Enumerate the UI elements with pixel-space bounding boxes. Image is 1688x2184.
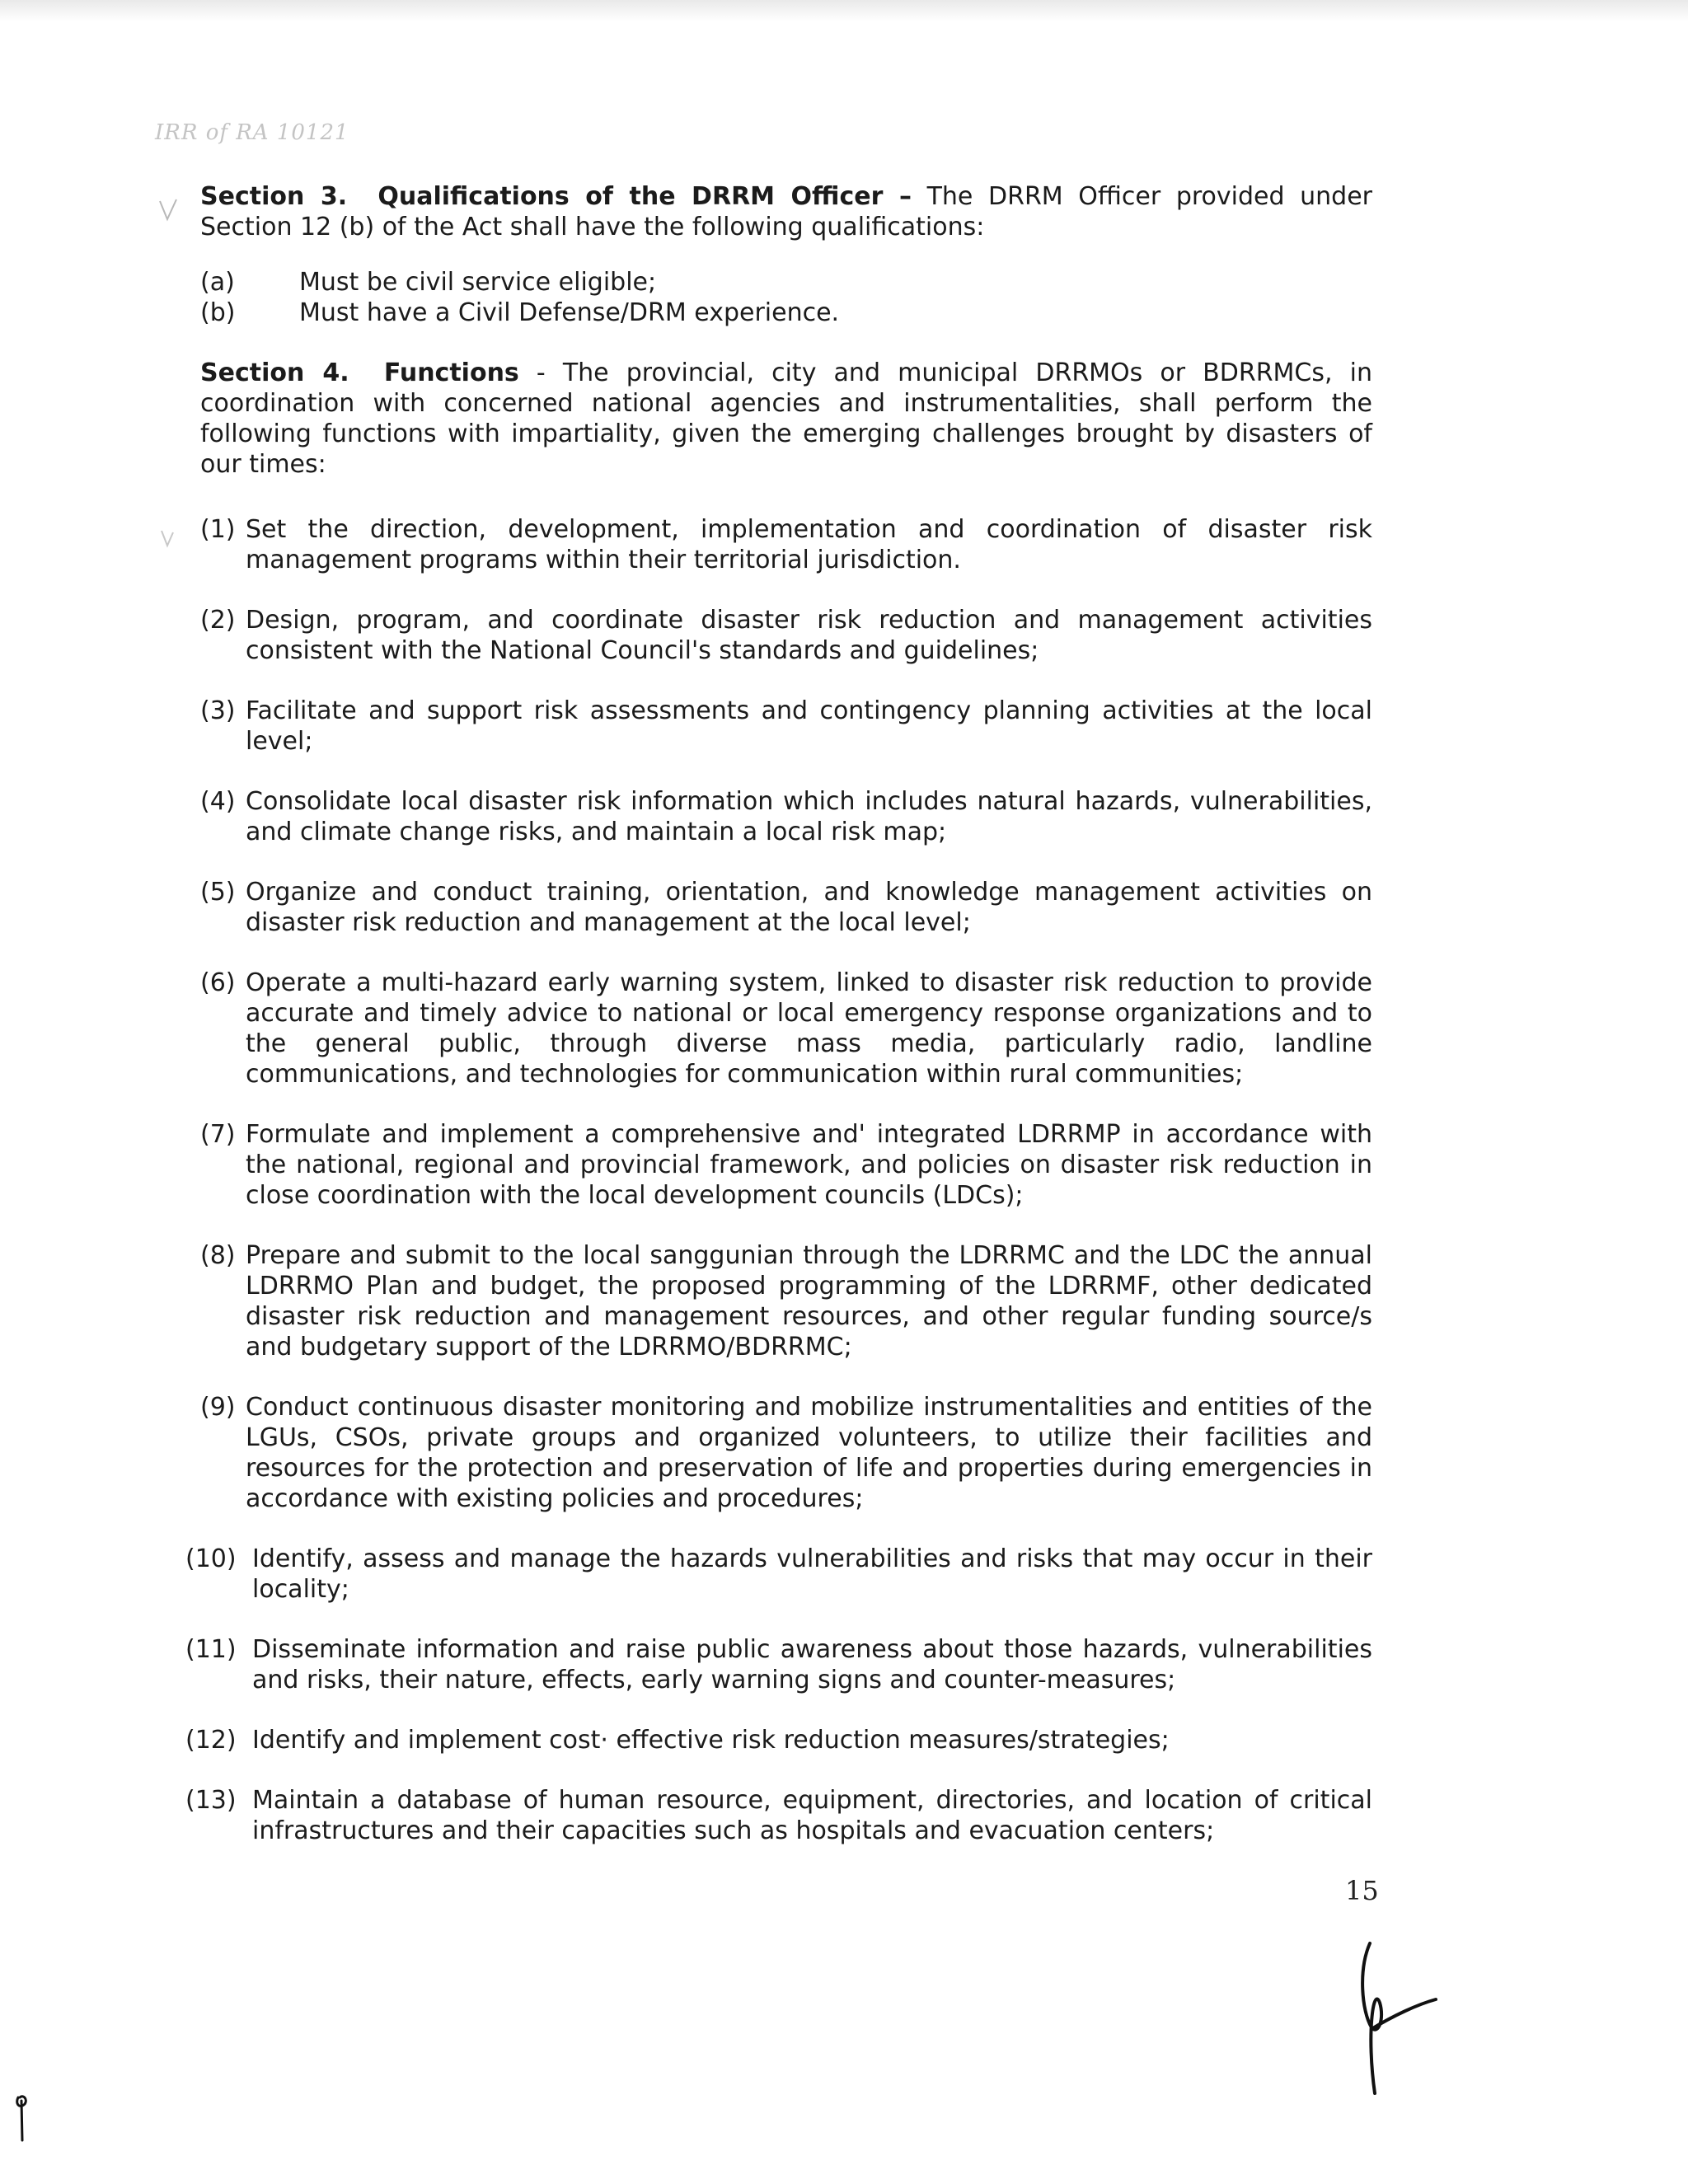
section-4-title: Functions — [383, 359, 519, 387]
function-number: (6) — [200, 968, 236, 997]
function-number: (1) — [200, 515, 236, 544]
functions-list — [185, 514, 1372, 1846]
list-item — [200, 786, 1372, 847]
list-item — [200, 1240, 1372, 1362]
function-text: Facilitate and support risk assessments and contingency planning activities at the local level; — [246, 696, 1372, 756]
check-mark-icon — [160, 527, 176, 551]
list-item — [200, 1392, 1372, 1514]
function-text: Design, program, and coordinate disaster risk reduction and management activities consistent with the National Council's standards and guidelines; — [246, 606, 1372, 665]
function-number: (9) — [200, 1393, 236, 1422]
section-3-heading: Section 3. — [200, 182, 348, 211]
list-item — [185, 1725, 1372, 1755]
signature-initial — [1352, 1937, 1442, 2102]
function-text: Identify, assess and manage the hazards vulnerabilities and risks that may occur in their locality; — [252, 1544, 1372, 1604]
list-item — [200, 968, 1372, 1090]
function-text: Prepare and submit to the local sanggunian through the LDRRMC and the LDC the annual LDRRMO Plan and budget, the proposed programming of the LDRRMF, other dedicated disaster risk reduction and management resources, and other regular funding source/s and budgetary support of the LDRRMO/BDRRMC; — [246, 1241, 1372, 1361]
function-text: Set the direction, development, implementation and coordination of disaster risk management programs within their territorial jurisdiction. — [246, 515, 1372, 574]
function-number: (11) — [185, 1635, 237, 1664]
function-number: (13) — [185, 1786, 237, 1815]
function-number: (10) — [185, 1544, 237, 1573]
list-item — [200, 1119, 1372, 1211]
qualification-list — [200, 267, 1372, 328]
qualification-label: (b) — [200, 298, 236, 327]
qualification-text: Must have a Civil Defense/DRM experience. — [299, 298, 840, 327]
function-text: Identify and implement cost· effective risk reduction measures/strategies; — [252, 1726, 1170, 1755]
function-text: Conduct continuous disaster monitoring and mobilize instrumentalities and entities of the LGUs, CSOs, private groups and organized volunteers, to utilize their facilities and resources for the protection and preservation of life and properties during emergencies in accordance with existing policies and procedures; — [246, 1393, 1372, 1513]
list-item — [185, 1634, 1372, 1695]
page-number: 15 — [1345, 1875, 1379, 1906]
function-number: (4) — [200, 787, 236, 816]
function-text: Operate a multi-hazard early warning system, linked to disaster risk reduction to provide accurate and timely advice to national or local emergency response organizations and to the general public, through diverse mass media, particularly radio, landline communications, and technologies for communication within rural communities; — [246, 968, 1372, 1089]
function-text: Consolidate local disaster risk information which includes natural hazards, vulnerabilities, and climate change risks, and maintain a local risk map; — [246, 787, 1372, 846]
qualification-label: (a) — [200, 268, 235, 297]
function-text: Organize and conduct training, orientation, and knowledge management activities on disaster risk reduction and management at the local level; — [246, 878, 1372, 937]
section-4-body: - The provincial, city and municipal DRRMOs or BDRRMCs, in coordination with concerned national agencies and instrumentalities, shall perform the following functions with impartiality, given the emerging challenges brought by disasters of our times: — [200, 359, 1373, 479]
function-number: (8) — [200, 1241, 236, 1270]
function-number: (3) — [200, 696, 236, 725]
qualification-text: Must be civil service eligible; — [299, 268, 657, 297]
section-gap — [200, 328, 1372, 358]
document-header-mark: IRR of RA 10121 — [155, 120, 349, 145]
function-text: Maintain a database of human resource, equipment, directories, and location of critical infrastructures and their capacities such as hospitals and evacuation centers; — [252, 1786, 1372, 1845]
list-item — [200, 877, 1372, 938]
function-number: (12) — [185, 1726, 237, 1755]
section-3-title: Qualifications of the DRRM Officer – — [377, 182, 912, 211]
list-item — [185, 1544, 1372, 1605]
list-item — [185, 1785, 1372, 1846]
document-body — [185, 181, 1373, 1876]
list-item — [200, 605, 1372, 666]
section-4-heading: Section 4. — [200, 359, 349, 387]
list-item — [200, 696, 1372, 757]
section-3-paragraph — [200, 181, 1372, 242]
section-4-paragraph — [200, 358, 1372, 480]
function-number: (2) — [200, 606, 236, 635]
function-number: (5) — [200, 878, 236, 907]
function-number: (7) — [200, 1120, 236, 1149]
section-3-body: The DRRM Officer provided under Section 12 (b) of the Act shall have the following qualifications: — [200, 182, 1373, 241]
function-text: Formulate and implement a comprehensive and' integrated LDRRMP in accordance with the national, regional and provincial framework, and policies on disaster risk reduction in close coordination with the local development councils (LDCs); — [246, 1120, 1372, 1210]
list-item — [200, 267, 1372, 298]
list-item — [200, 514, 1372, 575]
function-text: Disseminate information and raise public awareness about those hazards, vulnerabilities and risks, their nature, effects, early warning signs and counter-measures; — [252, 1635, 1372, 1694]
scan-shadow — [0, 0, 1688, 21]
handwritten-mark — [12, 2089, 36, 2147]
check-mark-icon — [158, 196, 180, 224]
list-item — [200, 298, 1372, 328]
